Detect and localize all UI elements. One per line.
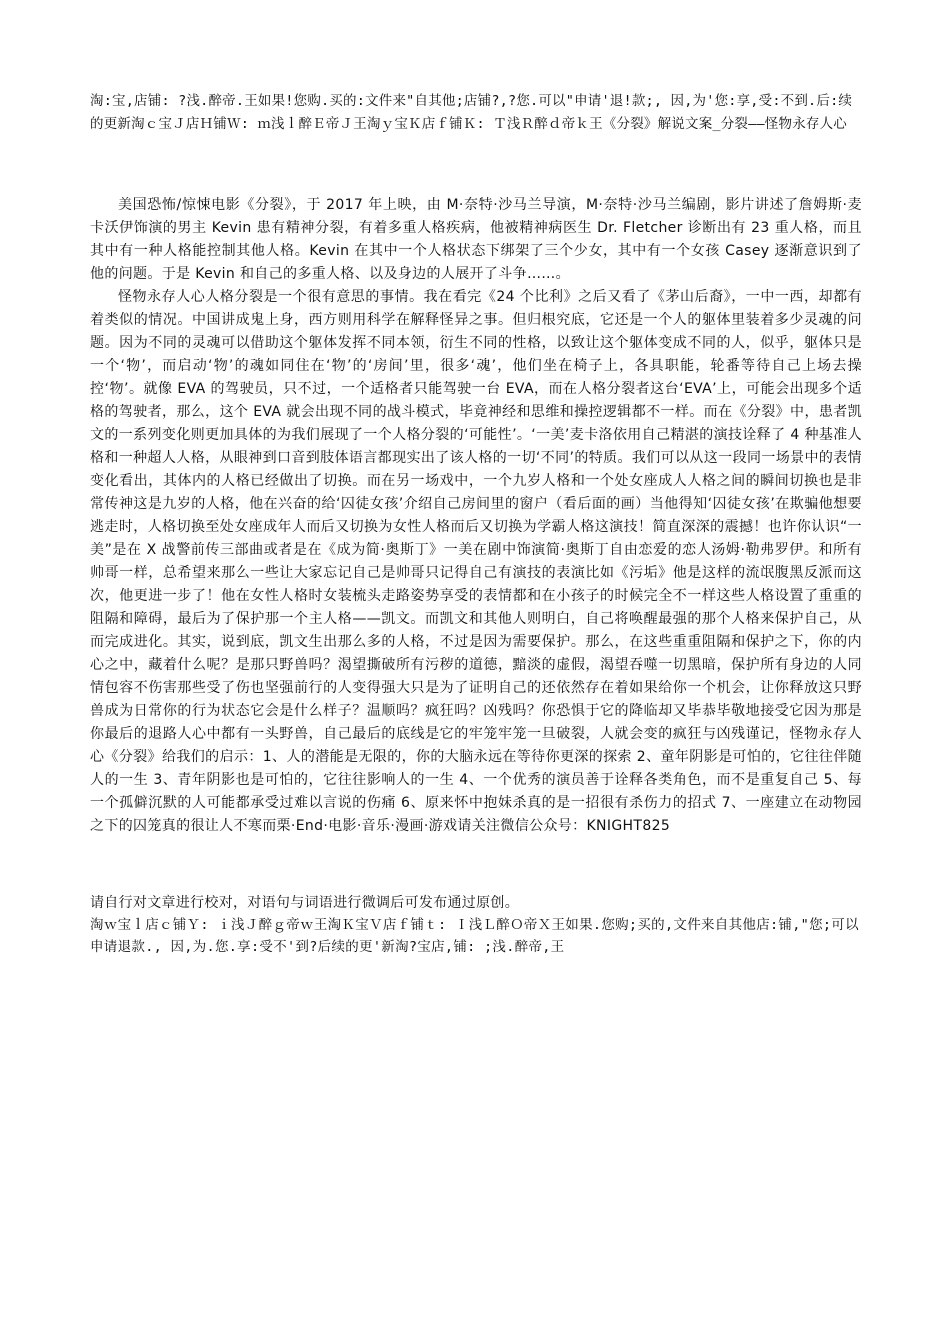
document-footer <box>90 892 862 958</box>
article-body <box>90 194 862 838</box>
document-header: 淘:宝,店铺: ?浅.醉帝.王如果!您购.买的:文件来"自其他;店铺?,?您.可以"申请'退!款;, 因,为'您:享,受:不到.后:续的更新淘ｃ宝Ｊ店Ｈ铺Ｗ: ｍ浅ｌ醉Ｅ帝Ｊ王淘ｙ宝Ｋ店ｆ铺Ｋ: Ｔ浅Ｒ醉ｄ帝ｋ王《分裂》解说文案_分裂——怪物永存人心 <box>90 93 853 132</box>
footer-tail-text: 淘ｗ宝ｌ店ｃ铺Ｙ: ｉ浅Ｊ醉ｇ帝ｗ王淘Ｋ宝Ｖ店ｆ铺ｔ: Ｉ浅Ｌ醉Ｏ帝Ｘ王如果.您购;买的,文件来自其他店:铺,"您;可以申请退款., 因,为.您.享:受不'到?后续的更'新淘?宝店,铺: ;浅.醉帝,王 <box>90 917 859 955</box>
document-page <box>90 90 862 958</box>
proofreading-note: 请自行对文章进行校对，对语句与词语进行微调后可发布通过原创。 <box>90 895 519 911</box>
article-paragraph-intro: 美国恐怖/惊悚电影《分裂》，于 2017 年上映，由 M·奈特·沙马兰导演，M·奈特·沙马兰编剧，影片讲述了詹姆斯·麦卡沃伊饰演的男主 Kevin 患有精神分裂，有着多重人格疾病，他被精神病医生 Dr. Fletcher 诊断出有 23 重人格，而且其中有一种人格能控制其他人格。Kevin 在其中一个人格状态下绑架了三个少女，其中有一个女孩 Casey 逐渐意识到了他的问题。于是 Kevin 和自己的多重人格、以及身边的人展开了斗争……。 <box>90 197 862 282</box>
article-paragraph-main: 怪物永存人心人格分裂是一个很有意思的事情。我在看完《24 个比利》之后又看了《茅山后裔》，一中一西，却都有着类似的情况。中国讲成鬼上身，西方则用科学在解释怪异之事。但归根究底，它还是一个人的躯体里装着多少灵魂的问题。因为不同的灵魂可以借助这个躯体发挥不同本领，衍生不同的性格，以致让这个躯体变成不同的人，似乎，躯体只是一个‘物’，而启动‘物’的魂如同住在‘物’的‘房间’里，很多‘魂’，他们坐在椅子上，各具职能，轮番等待自己上场去操控‘物’。就像 EVA 的驾驶员，只不过，一个适格者只能驾驶一台 EVA，而在人格分裂者这台‘EVA’上，可能会出现多个适格的驾驶者，那么，这个 EVA 就会出现不同的战斗模式，毕竟神经和思维和操控逻辑都不一样。而在《分裂》中，患者凯文的一系列变化则更加具体的为我们展现了一个人格分裂的‘可能性’。‘一美’麦卡洛依用自己精湛的演技诠释了 4 种基准人格和一种超人人格，从眼神到口音到肢体语言都现实出了该人格的一切‘不同’的特质。我们可以从这一段同一场景中的表情变化看出，其体内的人格已经做出了切换。而在另一场戏中，一个九岁人格和一个处女座成人人格之间的瞬间切换也是非常传神这是九岁的人格，他在兴奋的给‘囚徒女孩’介绍自己房间里的窗户（看后面的画）当他得知‘囚徒女孩’在欺骗他想要逃走时，人格切换至处女座成年人而后又切换为女性人格而后又切换为学霸人格这演技！简直深深的震撼！也许你认识“一美”是在 X 战警前传三部曲或者是在《成为简·奥斯丁》一美在剧中饰演简·奥斯丁自由恋爱的恋人汤姆·勒弗罗伊。和所有帅哥一样，总希望来那么一些让大家忘记自己是帅哥只记得自己有演技的表演比如《污垢》他是这样的流氓腹黑反派而这次，他更进一步了！他在女性人格时女装梳头走路姿势享受的表情都和在小孩子的时候完全不一样这些人格设置了重重的阻隔和障碍，最后为了保护那一个主人格——凯文。而凯文和其他人则明白，自己将唤醒最强的那个人格来保护自己，从而完成进化。其实，说到底，凯文生出那么多的人格，不过是因为需要保护。那么，在这些重重阻隔和保护之下，你的内心之中，藏着什么呢？是那只野兽吗？渴望撕破所有污秽的道德，黯淡的虚假，渴望吞噬一切黑暗，保护所有身边的人同情包容不伤害那些受了伤也坚强前行的人变得强大只是为了证明自己的还依然存在着如果给你一个机会，让你释放这只野兽成为日常你的行为状态它会是什么样子？温顺吗？疯狂吗？凶残吗？你恐惧于它的降临却又毕恭毕敬地接受它因为那是你最后的退路人心中都有一头野兽，自己最后的底线是它的牢笼牢笼一旦破裂，人就会变的疯狂与凶残谨记，怪物永存人心《分裂》给我们的启示：1、人的潜能是无限的，你的大脑永远在等待你更深的探索 2、童年阴影是可怕的，它往往伴随人的一生 3、青年阴影也是可怕的，它往往影响人的一生 4、一个优秀的演员善于诠释各类角色，而不是重复自己 5、每一个孤僻沉默的人可能都承受过难以言说的伤痛 6、原来怀中抱妹杀真的是一招很有杀伤力的招式 7、一座建立在动物园之下的囚笼真的很让人不寒而栗·End·电影·音乐·漫画·游戏请关注微信公众号：KNIGHT825 <box>90 289 862 834</box>
